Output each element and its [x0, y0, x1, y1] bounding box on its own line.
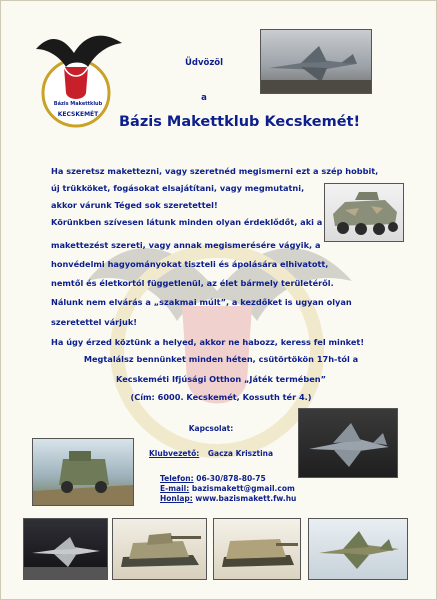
phone-value[interactable]: 06-30/878-80-75: [196, 474, 266, 483]
photo-diorama-truck: [32, 438, 134, 506]
meeting-line-1: Megtalálsz bennünket minden héten, csütörtökön 17h-tól a: [83, 354, 359, 364]
photo-jet-f15: [298, 408, 398, 478]
photo-tank-spg: [213, 518, 301, 580]
photo-armored-car: [324, 183, 404, 242]
body-line-8: Nálunk nem elvárás a „szakmai múlt”, a kezdőket is ugyan olyan: [51, 297, 352, 307]
logo-club-text: Bázis Makettklub: [53, 101, 103, 107]
web-value[interactable]: www.bazismakett.fw.hu: [195, 494, 297, 503]
web-label: Honlap:: [160, 494, 193, 503]
body-line-5: makettezést szereti, vagy annak megismerésére vágyik, a: [51, 240, 321, 250]
greeting-line-1: Üdvözöl: [184, 58, 224, 68]
contact-email: [160, 484, 295, 493]
logo-city-text: KECSKEMÉT: [57, 111, 99, 118]
leader-name: Gacza Krisztina: [207, 449, 274, 458]
photo-jet-sabre: [23, 518, 108, 580]
phone-label: Telefon:: [160, 474, 194, 483]
body-line-2: új trükköket, fogásokat elsajátítani, vagy megmutatni,: [51, 183, 305, 193]
body-line-7: nemtől és életkortól függetlenül, az élet bármely területéről.: [51, 278, 334, 288]
body-line-3: akkor várunk Téged sok szeretettel!: [51, 200, 218, 210]
truck-diorama-icon: [33, 439, 133, 505]
body-line-4: Körünkben szívesen látunk minden olyan érdeklődőt, aki a: [51, 217, 323, 227]
email-label: E-mail:: [160, 484, 190, 493]
contact-web: [160, 494, 296, 503]
contact-leader: [149, 449, 273, 458]
photo-tank-sand: [112, 518, 207, 580]
body-line-9: szeretettel várjuk!: [51, 317, 138, 327]
armored-car-icon: [325, 184, 403, 241]
tank-icon: [113, 519, 206, 579]
leader-label: Klubvezető:: [149, 449, 200, 458]
jet-top-view-icon: [299, 409, 397, 477]
photo-jet-gripen: [260, 29, 372, 94]
body-line-6: honvédelmi hagyományokat tiszteli és ápolására elhivatott,: [51, 259, 329, 269]
contact-phone: [160, 474, 266, 483]
page-title: Bázis Makettklub Kecskemét!: [119, 114, 361, 130]
email-value[interactable]: bazismakett@gmail.com: [191, 484, 295, 493]
photo-jet-camo: [308, 518, 408, 580]
sabre-jet-icon: [24, 519, 107, 579]
jet-icon: [261, 30, 371, 93]
camo-jet-icon: [309, 519, 407, 579]
body-line-1: Ha szeretsz makettezni, vagy szeretnéd megismerni ezt a szép hobbit,: [51, 166, 379, 176]
meeting-line-3: (Cím: 6000. Kecskemét, Kossuth tér 4.): [130, 392, 312, 402]
body-line-10: Ha úgy érzed köztünk a helyed, akkor ne habozz, keress fel minket!: [51, 337, 365, 347]
meeting-line-2: Kecskeméti Ifjúsági Otthon „Játék termében”: [116, 374, 326, 384]
greeting-line-2: a: [201, 93, 207, 103]
self-propelled-gun-icon: [214, 519, 300, 579]
contact-heading: Kapcsolat:: [188, 424, 234, 433]
